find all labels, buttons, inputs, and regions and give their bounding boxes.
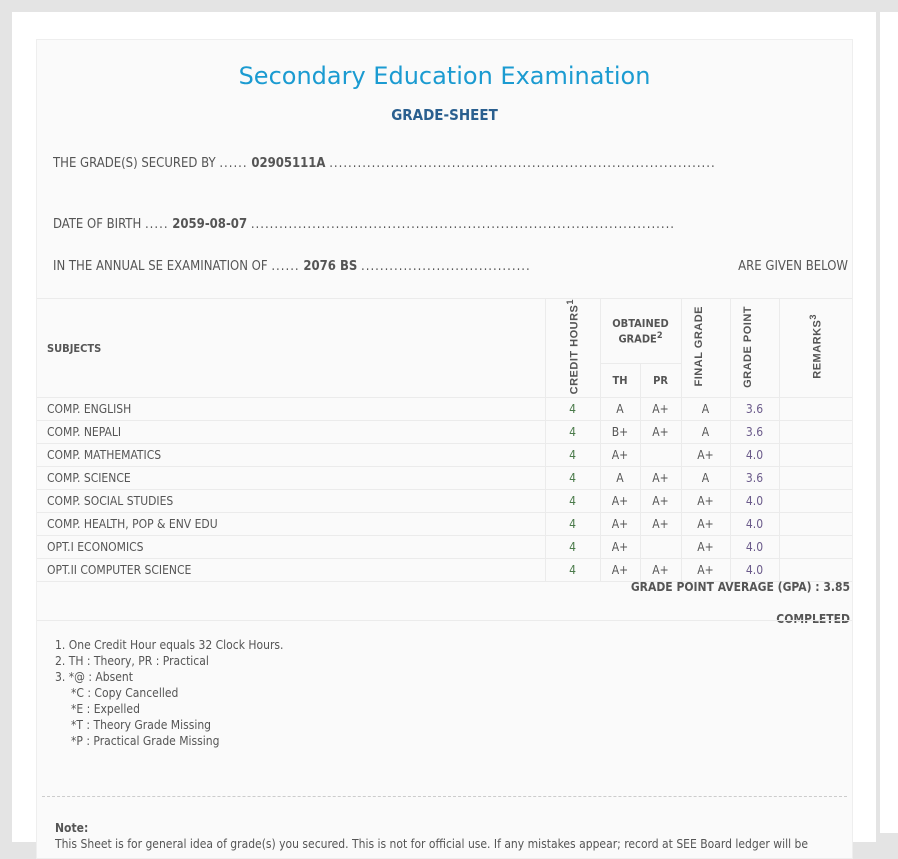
grade-point-cell: 4.0 (730, 513, 779, 536)
th-grade-cell: A+ (600, 513, 640, 536)
grade-point-cell: 4.0 (730, 559, 779, 582)
grade-point-cell: 4.0 (730, 490, 779, 513)
credit-cell: 4 (545, 398, 600, 421)
footnotes (37, 620, 852, 749)
footnote: 3. *@ : Absent (55, 670, 133, 684)
exam-year: 2076 BS (303, 259, 358, 274)
credit-cell: 4 (545, 467, 600, 490)
dob-line: DATE OF BIRTH ..... 2059-08-07 .......................................................................................... (53, 217, 676, 232)
col-credit: CREDIT HOURS$^1$ (545, 299, 600, 398)
subject-cell: COMP. ENGLISH (37, 398, 545, 421)
remarks-cell (779, 513, 852, 536)
pr-grade-cell (640, 444, 681, 467)
pr-grade-cell: A+ (640, 398, 681, 421)
remarks-cell (779, 398, 852, 421)
remarks-cell (779, 490, 852, 513)
th-grade-cell: A+ (600, 444, 640, 467)
remarks-cell (779, 421, 852, 444)
table-row (37, 536, 852, 559)
col-pr: PR (640, 364, 681, 398)
final-grade-cell: A (681, 467, 730, 490)
th-grade-cell: A+ (600, 536, 640, 559)
page-title: Secondary Education Examination (238, 62, 651, 90)
grade-point-cell: 4.0 (730, 536, 779, 559)
symbol-number: 02905111A (251, 156, 326, 171)
grade-point-cell: 3.6 (730, 467, 779, 490)
subject-cell: OPT.I ECONOMICS (37, 536, 545, 559)
subject-cell: COMP. MATHEMATICS (37, 444, 545, 467)
credit-cell: 4 (545, 421, 600, 444)
dob-value: 2059-08-07 (172, 217, 248, 232)
subject-cell: COMP. SOCIAL STUDIES (37, 490, 545, 513)
col-obtained: OBTAINED GRADE$^2$ (600, 299, 681, 364)
divider (42, 796, 847, 797)
th-grade-cell: A (600, 467, 640, 490)
grades-table (37, 298, 852, 582)
footnote: *P : Practical Grade Missing (71, 734, 220, 748)
col-remarks: REMARKS$^3$ (779, 299, 852, 398)
table-row (37, 513, 852, 536)
table-row (37, 467, 852, 490)
footnote: *E : Expelled (71, 702, 140, 716)
final-grade-cell: A (681, 398, 730, 421)
grade-sheet (36, 39, 853, 859)
table-row (37, 490, 852, 513)
table-row (37, 398, 852, 421)
remarks-cell (779, 559, 852, 582)
credit-cell: 4 (545, 559, 600, 582)
pr-grade-cell: A+ (640, 559, 681, 582)
scrollbar[interactable] (880, 12, 898, 833)
pr-grade-cell: A+ (640, 513, 681, 536)
col-th: TH (600, 364, 640, 398)
th-grade-cell: A+ (600, 559, 640, 582)
page-subtitle: GRADE-SHEET (391, 106, 498, 124)
credit-cell: 4 (545, 444, 600, 467)
table-row (37, 421, 852, 444)
final-grade-cell: A+ (681, 490, 730, 513)
col-final: FINAL GRADE (681, 299, 730, 398)
col-subjects: SUBJECTS (37, 299, 545, 398)
note: Note: This Sheet is for general idea of grade(s) you secured. This is not for official use. If any mistakes appear; record at SEE Board ledger will be (55, 821, 809, 851)
exam-line: IN THE ANNUAL SE EXAMINATION OF ...... 2076 BS .................................... ARE GIVEN BELOW (53, 259, 848, 274)
final-grade-cell: A+ (681, 444, 730, 467)
footnote: 1. One Credit Hour equals 32 Clock Hours. (55, 638, 284, 652)
table-row (37, 559, 852, 582)
secured-by-line: THE GRADE(S) SECURED BY ...... 02905111A .................................................................................. (53, 156, 716, 171)
credit-cell: 4 (545, 513, 600, 536)
grade-point-cell: 4.0 (730, 444, 779, 467)
th-grade-cell: B+ (600, 421, 640, 444)
table-row (37, 444, 852, 467)
subject-cell: COMP. HEALTH, POP & ENV EDU (37, 513, 545, 536)
footnote: *C : Copy Cancelled (71, 686, 179, 700)
remarks-cell (779, 467, 852, 490)
remarks-cell (779, 444, 852, 467)
grade-point-cell: 3.6 (730, 421, 779, 444)
subject-cell: OPT.II COMPUTER SCIENCE (37, 559, 545, 582)
th-grade-cell: A (600, 398, 640, 421)
result-status: COMPLETED (776, 612, 850, 626)
pr-grade-cell (640, 536, 681, 559)
pr-grade-cell: A+ (640, 467, 681, 490)
subject-cell: COMP. SCIENCE (37, 467, 545, 490)
final-grade-cell: A (681, 421, 730, 444)
pr-grade-cell: A+ (640, 490, 681, 513)
final-grade-cell: A+ (681, 536, 730, 559)
grade-point-cell: 3.6 (730, 398, 779, 421)
footnote: 2. TH : Theory, PR : Practical (55, 654, 209, 668)
pr-grade-cell: A+ (640, 421, 681, 444)
th-grade-cell: A+ (600, 490, 640, 513)
credit-cell: 4 (545, 536, 600, 559)
col-gp: GRADE POINT (730, 299, 779, 398)
credit-cell: 4 (545, 490, 600, 513)
footnote: *T : Theory Grade Missing (71, 718, 212, 732)
gpa: GRADE POINT AVERAGE (GPA) : 3.85 (630, 580, 850, 594)
remarks-cell (779, 536, 852, 559)
page-frame (12, 12, 876, 851)
subject-cell: COMP. NEPALI (37, 421, 545, 444)
final-grade-cell: A+ (681, 513, 730, 536)
final-grade-cell: A+ (681, 559, 730, 582)
